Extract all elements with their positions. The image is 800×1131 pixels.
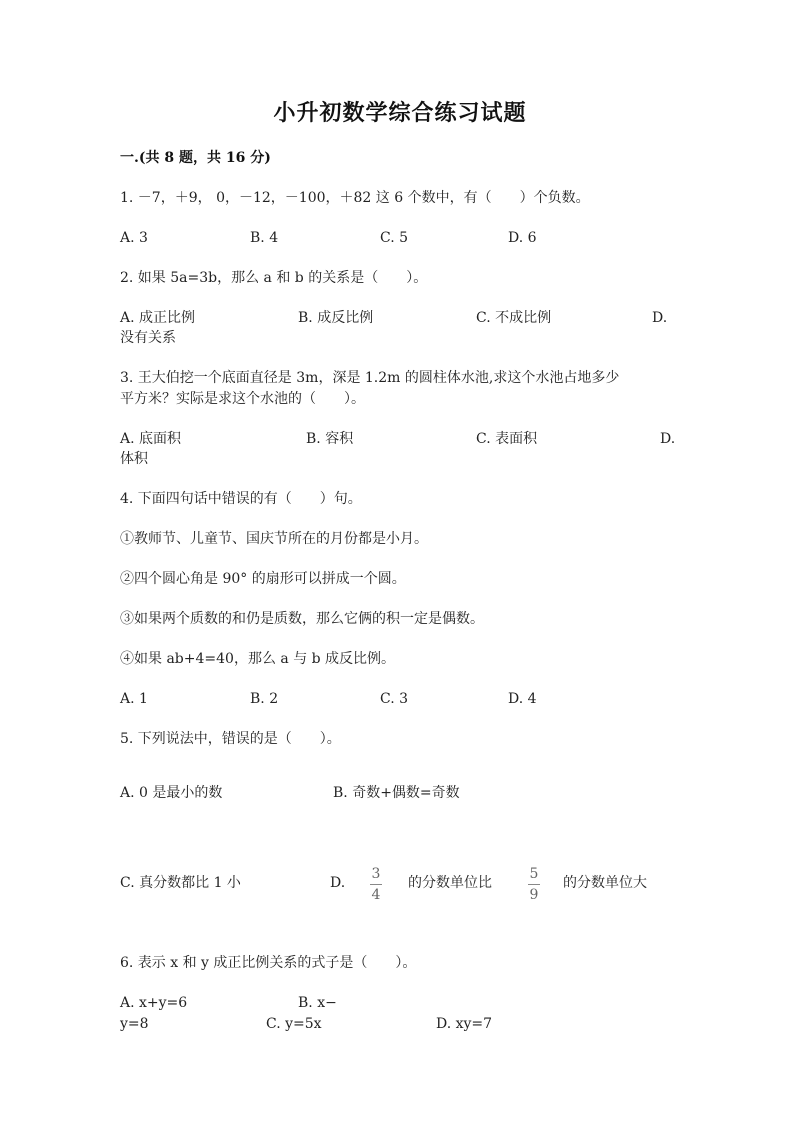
question-2-text: 2. 如果 5a=3b，那么 a 和 b 的关系是（ ）。 — [120, 270, 428, 286]
q2-option-b: B. 成反比例 — [298, 310, 374, 326]
fraction-numerator: 5 — [529, 866, 539, 882]
q4-statement-4: ④如果 ab+4=40，那么 a 与 b 成反比例。 — [120, 651, 396, 667]
q5-option-a: A. 0 是最小的数 — [120, 785, 223, 801]
fraction-bar — [370, 884, 382, 885]
q3-option-c: C. 表面积 — [476, 431, 538, 447]
fraction-denominator: 4 — [371, 887, 381, 903]
q3-option-b: B. 容积 — [306, 431, 354, 447]
q5-option-d-label: D. — [330, 875, 346, 891]
q2-option-a: A. 成正比例 — [120, 310, 196, 326]
q3-option-a: A. 底面积 — [120, 431, 182, 447]
q2-option-c: C. 不成比例 — [476, 310, 552, 326]
fraction-denominator: 9 — [529, 887, 539, 903]
q4-option-b: B. 2 — [250, 691, 279, 707]
q5-option-d-end: 的分数单位大 — [563, 875, 647, 891]
q4-option-a: A. 1 — [120, 691, 148, 707]
fraction-five-ninths — [528, 867, 540, 902]
q6-option-a: A. x+y=6 — [120, 995, 188, 1011]
question-3-text-line2: 平方米？实际是求这个水池的（ ）。 — [120, 391, 365, 407]
q2-option-d: D. — [652, 310, 668, 326]
q4-statement-1: ①教师节、儿童节、国庆节所在的月份都是小月。 — [120, 531, 428, 547]
question-6-text: 6. 表示 x 和 y 成正比例关系的式子是（ ）。 — [120, 955, 417, 971]
q4-statement-2: ②四个圆心角是 90° 的扇形可以拼成一个圆。 — [120, 571, 406, 587]
question-1-text: 1. －7，＋9， 0，－12，－100，＋82 这 6 个数中，有（ ）个负数。 — [120, 190, 590, 206]
fraction-numerator: 3 — [371, 866, 381, 882]
page-title: 小升初数学综合练习试题 — [273, 100, 527, 126]
q1-option-c: C. 5 — [380, 230, 409, 246]
q4-statement-3: ③如果两个质数的和仍是质数，那么它俩的积一定是偶数。 — [120, 611, 484, 627]
q6-option-b-line2: y=8 — [120, 1016, 149, 1032]
q1-option-d: D. 6 — [508, 230, 537, 246]
q5-option-b: B. 奇数+偶数=奇数 — [333, 785, 460, 801]
fraction-bar — [528, 884, 540, 885]
q6-option-d: D. xy=7 — [436, 1016, 493, 1032]
q4-option-d: D. 4 — [508, 691, 537, 707]
q3-option-d: D. — [660, 431, 676, 447]
question-3-text-line1: 3. 王大伯挖一个底面直径是 3m，深是 1.2m 的圆柱体水池,求这个水池占地多少 — [120, 370, 620, 386]
q6-option-b-line1: B. x− — [298, 995, 337, 1011]
section-heading: 一.(共 8 题，共 16 分) — [120, 150, 271, 166]
fraction-three-fourths — [370, 867, 382, 902]
q2-option-d-text: 没有关系 — [120, 330, 176, 346]
q1-option-b: B. 4 — [250, 230, 279, 246]
q3-option-d-text: 体积 — [120, 451, 148, 467]
q1-option-a: A. 3 — [120, 230, 148, 246]
q5-option-c: C. 真分数都比 1 小 — [120, 875, 241, 891]
question-4-text: 4. 下面四句话中错误的有（ ）句。 — [120, 491, 362, 507]
question-5-text: 5. 下列说法中，错误的是（ ）。 — [120, 731, 341, 747]
q4-option-c: C. 3 — [380, 691, 409, 707]
q5-option-d-middle: 的分数单位比 — [408, 875, 492, 891]
q6-option-c: C. y=5x — [266, 1016, 322, 1032]
